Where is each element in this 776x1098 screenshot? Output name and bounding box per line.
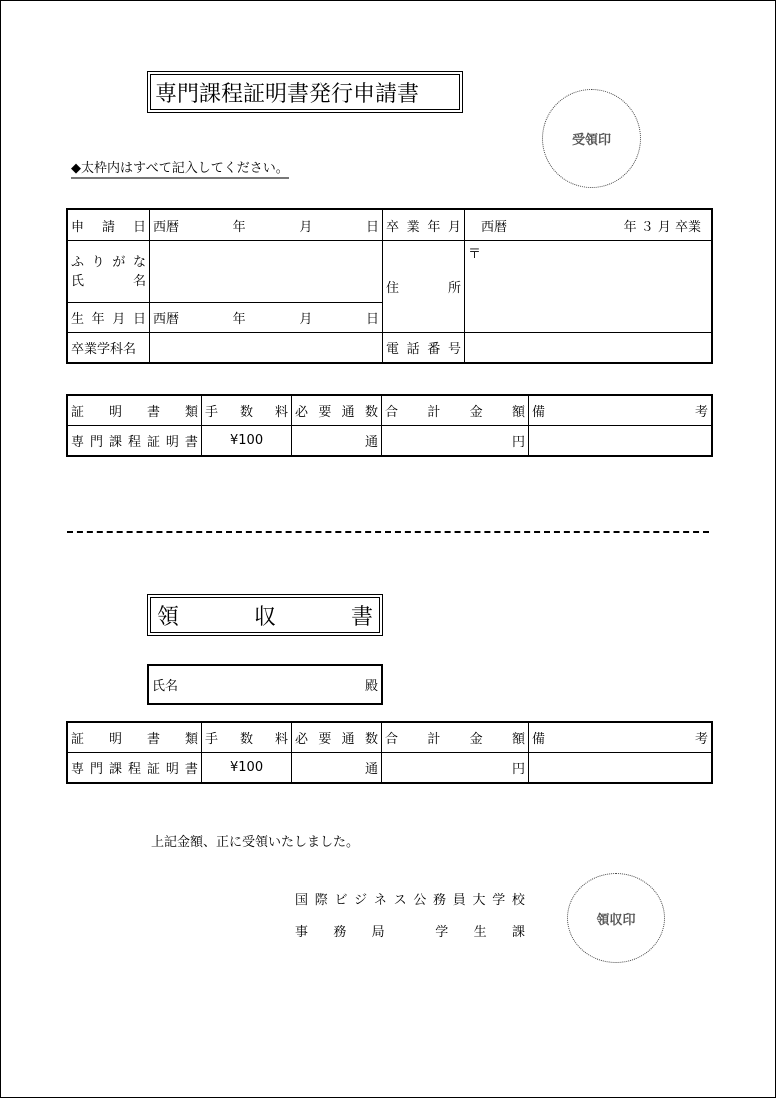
receipt-notes-field[interactable] <box>529 753 712 783</box>
form-title: 専門課程証明書発行申請書 <box>155 81 420 107</box>
receipt-name-suffix: 殿 <box>364 679 378 694</box>
receipt-count-field[interactable]: 通 <box>292 753 382 783</box>
receipt-total-field[interactable]: 円 <box>382 753 529 783</box>
grad-label: 卒 業 年 月 <box>383 210 465 241</box>
school-name: 国 際 ビ ジ ネ ス 公 務 員 大 学 校 <box>295 893 525 908</box>
fee-table <box>67 395 712 456</box>
fee-notes-field[interactable] <box>529 426 712 456</box>
grad-field[interactable]: 西暦 年 ３ 月 卒業 <box>465 210 712 241</box>
application-date-label: 申 請 日 <box>68 210 150 241</box>
stamp-receive: 受領印 <box>542 89 641 188</box>
fee-header-total: 合 計 金 額 <box>382 396 529 426</box>
receipt-doc-name: 専 門 課 程 証 明 書 <box>68 753 202 783</box>
postal-mark: 〒 <box>468 247 482 262</box>
receipt-header-doc: 証 明 書 類 <box>68 723 202 753</box>
receipt-name-field[interactable] <box>147 664 383 705</box>
office-name: 事 務 局 学 生 課 <box>295 925 525 940</box>
receipt-fee-table <box>67 722 712 783</box>
stamp-receipt: 領収印 <box>567 873 665 963</box>
fee-amount: ¥100 <box>202 426 292 456</box>
receipt-header-total: 合 計 金 額 <box>382 723 529 753</box>
receipt-header-fee: 手 数 料 <box>202 723 292 753</box>
cut-line <box>67 531 709 533</box>
form-title-box <box>147 71 463 113</box>
receipt-fee-amount: ¥100 <box>202 753 292 783</box>
address-field[interactable] <box>465 241 712 333</box>
phone-label: 電 話 番 号 <box>383 333 465 363</box>
fee-count-field[interactable]: 通 <box>292 426 382 456</box>
applicant-table <box>67 209 712 363</box>
receipt-title-box <box>147 594 383 636</box>
receipt-title: 領 収 書 <box>157 604 373 630</box>
birthdate-field[interactable]: 西暦 年 月 日 <box>150 303 383 333</box>
fee-header-notes: 備 考 <box>529 396 712 426</box>
fee-header-doc: 証 明 書 類 <box>68 396 202 426</box>
receipt-name-label: 氏名 <box>152 679 179 694</box>
receipt-statement: 上記金額、正に受領いたしました。 <box>151 835 360 850</box>
fee-header-count: 必 要 通 数 <box>292 396 382 426</box>
furigana-name-field[interactable] <box>150 241 383 303</box>
fee-header-fee: 手 数 料 <box>202 396 292 426</box>
phone-field[interactable] <box>465 333 712 363</box>
fee-doc-name: 専 門 課 程 証 明 書 <box>68 426 202 456</box>
receipt-header-count: 必 要 通 数 <box>292 723 382 753</box>
furigana-name-label: ふ り が な 氏 名 <box>68 241 150 303</box>
instruction-text: ◆太枠内はすべて記入してください。 <box>71 157 289 179</box>
fee-total-field[interactable]: 円 <box>382 426 529 456</box>
birthdate-label: 生 年 月 日 <box>68 303 150 333</box>
receipt-header-notes: 備 考 <box>529 723 712 753</box>
application-date-field[interactable]: 西暦 年 月 日 <box>150 210 383 241</box>
dept-field[interactable] <box>150 333 383 363</box>
dept-label: 卒業学科名 <box>68 333 150 363</box>
address-label: 住 所 <box>383 241 465 333</box>
